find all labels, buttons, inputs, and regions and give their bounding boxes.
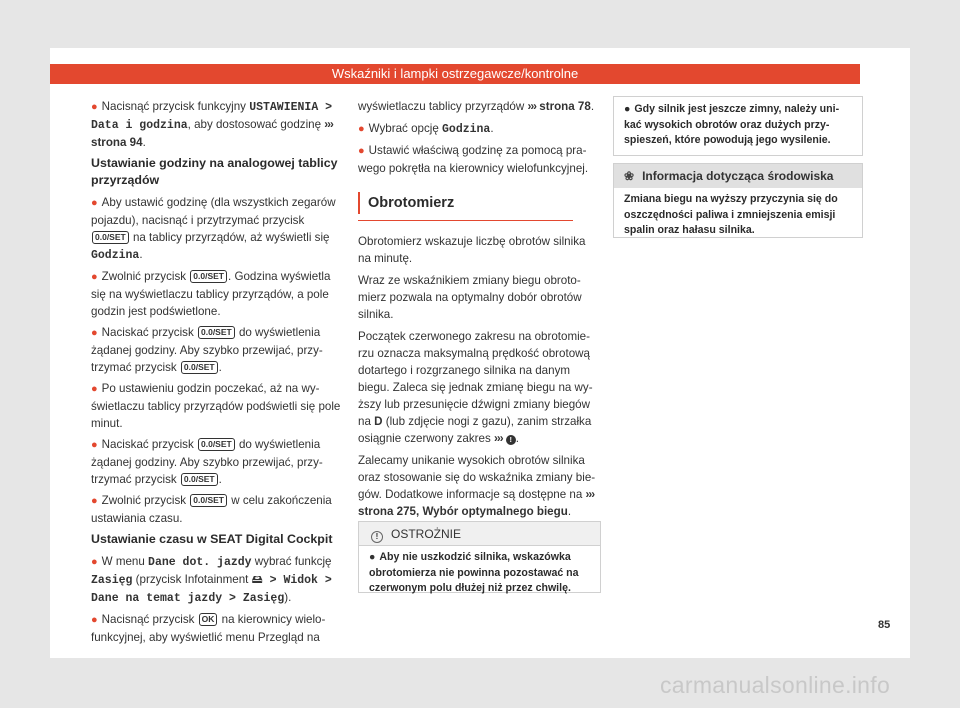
list-item: ● Zwolnić przycisk 0.0/SET . Godzina wyświetla się na wyświetlaczu tablicy przyrządów, a pole godzin jest podświetlone.	[91, 270, 331, 318]
column-middle	[358, 98, 601, 525]
set-key-icon: 0.0/SET	[92, 231, 129, 244]
leaf-icon: ❀	[624, 169, 635, 183]
column-left	[91, 98, 341, 650]
set-key-icon: 0.0/SET	[190, 494, 227, 507]
page-link[interactable]: strona 275, Wybór optymalnego biegu	[358, 505, 568, 518]
section-heading: Ustawianie godziny na analogowej tablicy przyrządów	[91, 156, 338, 187]
list-item: ● Ustawić właściwą godzinę za pomocą prawego pokrętła na kierownicy wielofunkcyjnej.	[358, 144, 589, 175]
warning-ref-icon[interactable]: !	[506, 435, 516, 445]
caution-box	[358, 521, 601, 593]
list-item: ● Zwolnić przycisk 0.0/SET w celu zakończenia ustawiania czasu.	[91, 494, 332, 525]
paragraph: Wraz ze wskaźnikiem zmiany biegu obrotomierz pozwala na optymalny dobór obrotów silnika.	[358, 274, 582, 321]
list-item: ● Po ustawieniu godzin poczekać, aż na wyświetlaczu tablicy przyrządów podświetli się pole minut.	[91, 382, 341, 430]
caution-text: ● Aby nie uszkodzić silnika, wskazówka obrotomierza nie powinna pozostawać na czerwonym polu dłużej niż przez chwilę.	[369, 551, 579, 594]
list-item: ● W menu Dane dot. jazdy wybrać funkcję Zasięg (przycisk Infotainment 🖴 > Widok > Dane na temat jazdy > Zasięg).	[91, 555, 332, 605]
section-heading: Ustawianie czasu w SEAT Digital Cockpit	[91, 532, 333, 546]
environment-text: Zmiana biegu na wyższy przyczynia się do oszczędności paliwa i zmniejszenia emisji spalin oraz hałasu silnika.	[624, 193, 838, 236]
set-key-icon: 0.0/SET	[198, 438, 235, 451]
set-key-icon: 0.0/SET	[198, 326, 235, 339]
list-item: ● Nacisnąć przycisk funkcyjny USTAWIENIA > Data i godzina, aby dostosować godzinę ››› strona 94.	[91, 100, 333, 149]
paragraph: Zalecamy unikanie wysokich obrotów silnika oraz stosowanie się do wskaźnika zmiany biegów. Dodatkowe informacje są dostępne na ››› strona 275, Wybór optymalnego biegu.	[358, 454, 596, 518]
set-key-icon: 0.0/SET	[181, 473, 218, 486]
set-key-icon: 0.0/SET	[181, 361, 218, 374]
caution-icon: !	[371, 531, 383, 543]
paragraph: Początek czerwonego zakresu na obrotomierzu oznacza maksymalną prędkość obrotową dotartego i rozgrzanego silnika na danym biegu. Zaleca się jednak zmianę biegu na wyższy lub przesunięcie dźwigni zmiany biegów na D (lub zdjęcie nogi z gazu), zanim strzałka osiągnie czerwony zakres ››› ! .	[358, 330, 593, 445]
watermark: carmanualsonline.info	[660, 672, 891, 698]
note-box: ● Gdy silnik jest jeszcze zimny, należy unikać wysokich obrotów oraz dużych przyspieszeń, które powodują jego wysilenie.	[613, 96, 863, 156]
ok-key-icon: OK	[199, 613, 218, 626]
environment-header: ❀ Informacja dotycząca środowiska	[614, 164, 862, 188]
set-key-icon: 0.0/SET	[190, 270, 227, 283]
list-item: ● Naciskać przycisk 0.0/SET do wyświetlenia żądanej godziny. Aby szybko przewijać, przytrzymać przycisk 0.0/SET .	[91, 326, 323, 374]
page-link[interactable]: strona 94	[91, 136, 143, 149]
caution-header: ! OSTROŻNIE	[359, 522, 600, 546]
divider	[358, 220, 573, 221]
list-item: ● Aby ustawić godzinę (dla wszystkich zegarów pojazdu), nacisnąć i przytrzymać przycisk 0.0/SET na tablicy przyrządów, aż wyświetli się Godzina.	[91, 196, 336, 262]
list-item: ● Nacisnąć przycisk OK na kierownicy wielofunkcyjnej, aby wyświetlić menu Przegląd na	[91, 613, 326, 644]
list-item: ● Naciskać przycisk 0.0/SET do wyświetlenia żądanej godziny. Aby szybko przewijać, przytrzymać przycisk 0.0/SET .	[91, 438, 323, 486]
page-header: Wskaźniki i lampki ostrzegawcze/kontrolne	[50, 64, 860, 84]
paragraph: wyświetlaczu tablicy przyrządów ››› strona 78.	[358, 100, 595, 113]
page-number: 85	[878, 619, 891, 631]
page-link[interactable]: strona 78	[536, 100, 591, 113]
list-item: ● Wybrać opcję Godzina.	[358, 122, 494, 136]
section-title: Obrotomierz	[358, 192, 601, 214]
infotainment-icon: 🖴	[251, 574, 263, 586]
environment-box	[613, 163, 863, 238]
paragraph: Obrotomierz wskazuje liczbę obrotów silnika na minutę.	[358, 235, 586, 265]
